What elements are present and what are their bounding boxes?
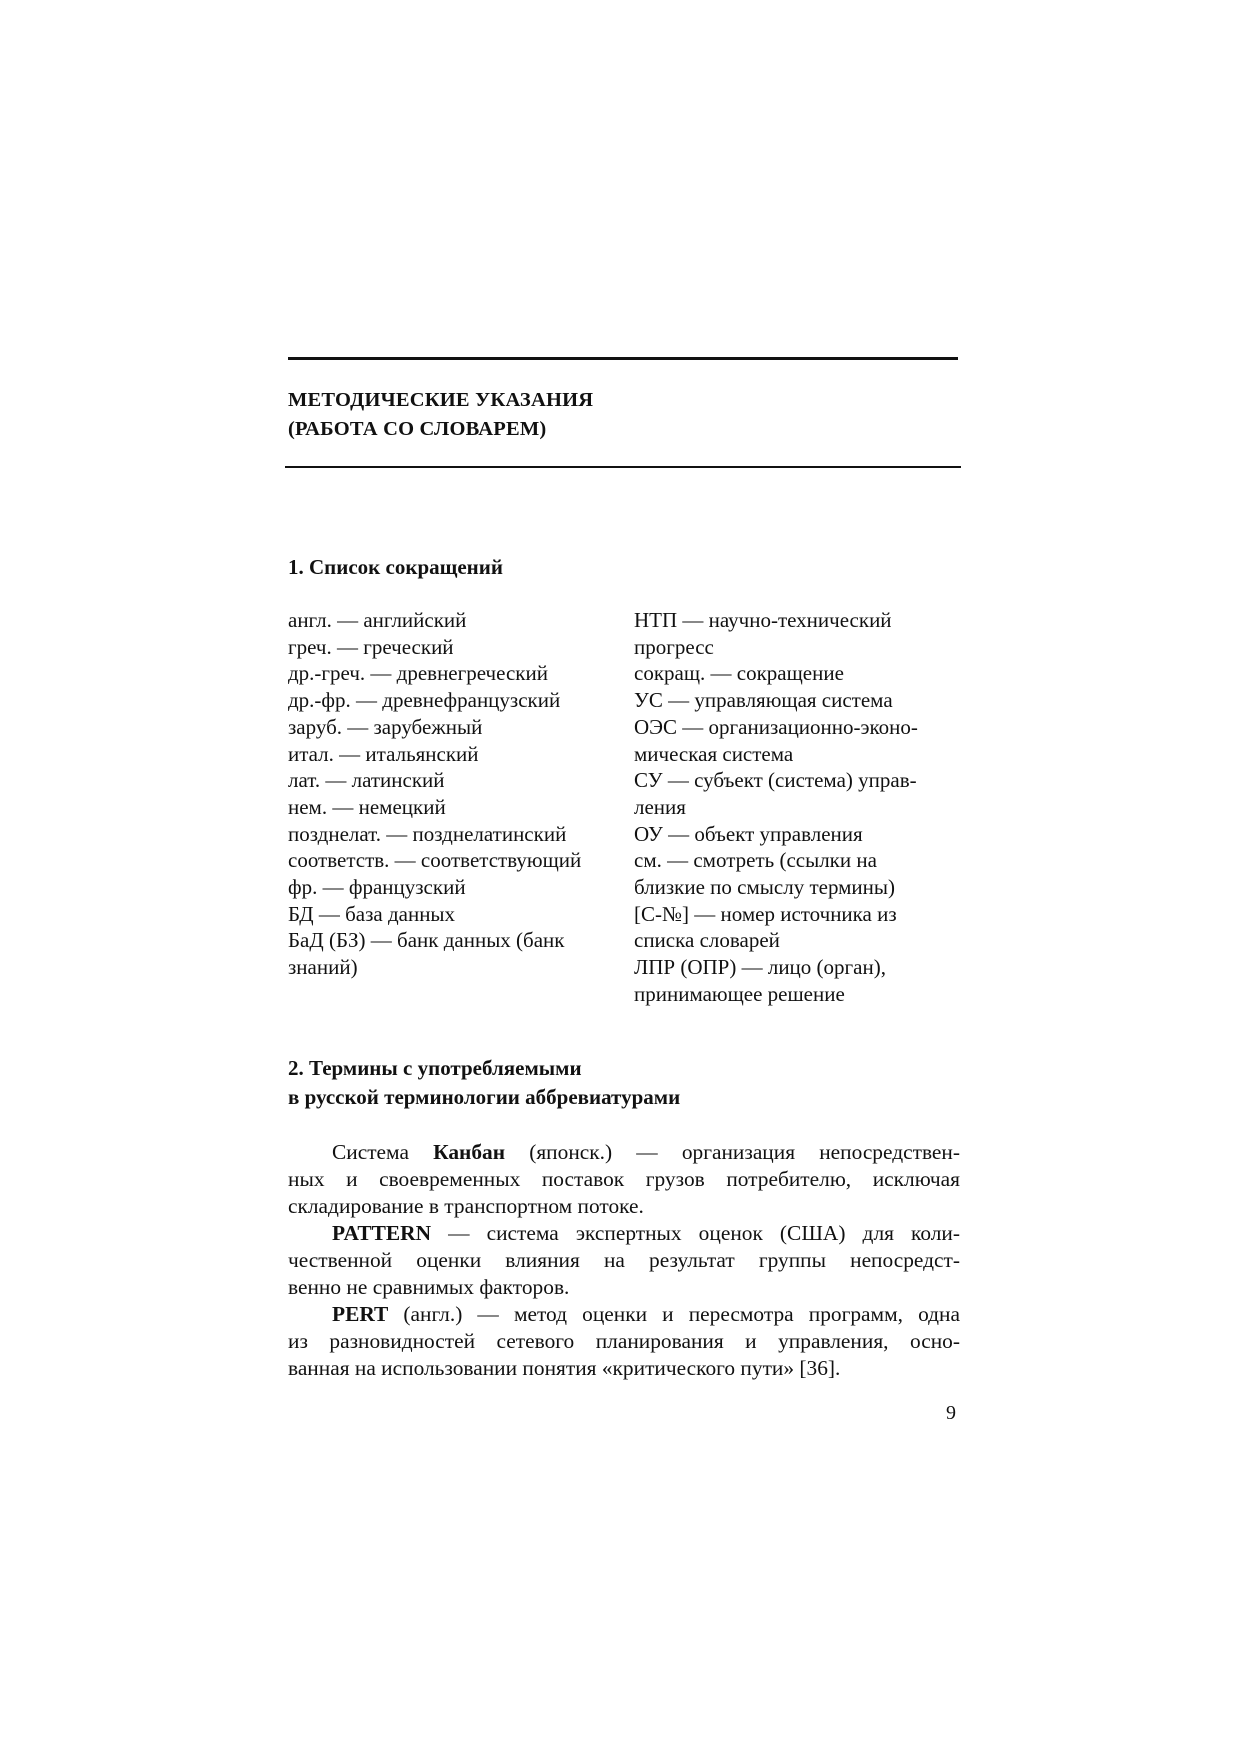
section-2-heading-line-2: в русской терминологии аббревиатурами — [288, 1085, 681, 1109]
abbreviation-line: ЛПР (ОПР) — лицо (орган), — [634, 955, 886, 980]
term-entry-kanban — [288, 1139, 960, 1220]
abbreviations-left-column — [288, 607, 618, 981]
abbreviation-line: позднелат. — позднелатинский — [288, 821, 567, 846]
abbreviation-line: ления — [634, 794, 686, 819]
abbreviations-right-column — [634, 607, 964, 1008]
term-entry-pattern — [288, 1220, 960, 1301]
abbreviation-line: УС — управляющая система — [634, 688, 893, 713]
abbreviation-line: НТП — научно-технический — [634, 608, 892, 632]
term-definition-start: (японск.) — организация непосредствен- — [505, 1140, 960, 1164]
abbreviation-line: прогресс — [634, 634, 714, 659]
term-name: PATTERN — [332, 1221, 432, 1245]
chapter-top-rule — [288, 357, 958, 360]
abbreviation-line: др.-греч. — древнегреческий — [288, 661, 548, 686]
page-number: 9 — [946, 1402, 956, 1424]
term-line: из разновидностей сетевого планирования и управления, осно- — [288, 1329, 960, 1353]
abbreviation-line: соответств. — соответствующий — [288, 848, 582, 873]
abbreviation-line: ОЭС — организационно-эконо- — [634, 714, 918, 739]
abbreviation-line: лат. — латинский — [288, 768, 445, 793]
abbreviation-line: мическая система — [634, 741, 794, 766]
term-line: чественной оценки влияния на результат группы непосредст- — [288, 1248, 960, 1272]
abbreviation-line: заруб. — зарубежный — [288, 714, 483, 739]
term-first-line — [288, 1301, 960, 1328]
term-line: ванная на использовании понятия «критического пути» [36]. — [288, 1356, 841, 1380]
abbreviation-line: греч. — греческий — [288, 634, 454, 659]
abbreviation-line: см. — смотреть (ссылки на — [634, 848, 877, 873]
term-entry-pert — [288, 1301, 960, 1382]
abbreviation-line: знаний) — [288, 955, 358, 980]
abbreviation-line: др.-фр. — древнефранцузский — [288, 688, 561, 713]
abbreviation-line: сокращ. — сокращение — [634, 661, 844, 686]
abbreviation-line: итал. — итальянский — [288, 741, 479, 766]
chapter-title-line-1: МЕТОДИЧЕСКИЕ УКАЗАНИЯ — [288, 389, 594, 411]
abbreviation-line: англ. — английский — [288, 608, 467, 632]
term-name: PERT — [332, 1302, 389, 1326]
term-line: ных и своевременных поставок грузов потребителю, исключая — [288, 1167, 960, 1191]
section-1-heading — [288, 553, 503, 582]
term-name: Канбан — [433, 1140, 506, 1164]
abbreviation-line: [С-№] — номер источника из — [634, 901, 897, 926]
abbreviation-line: близкие по смыслу термины) — [634, 875, 895, 900]
abbreviation-line: БД — база данных — [288, 901, 456, 926]
chapter-title-line-2: (РАБОТА СО СЛОВАРЕМ) — [288, 418, 547, 440]
section-2-heading-line-1: 2. Термины с употребляемыми — [288, 1056, 582, 1080]
chapter-bottom-rule — [285, 466, 961, 468]
term-prefix: Система — [332, 1140, 434, 1164]
abbreviation-line: БаД (БЗ) — банк данных (банк — [288, 928, 565, 953]
term-first-line — [288, 1220, 960, 1247]
terms-body — [288, 1139, 960, 1382]
abbreviation-line: фр. — французский — [288, 875, 466, 900]
term-line: венно не сравнимых факторов. — [288, 1275, 570, 1299]
abbreviation-line: списка словарей — [634, 928, 780, 953]
term-first-line — [288, 1139, 960, 1166]
section-1-heading-text: 1. Список сокращений — [288, 555, 503, 579]
term-definition-start: — система экспертных оценок (США) для коли- — [431, 1221, 960, 1245]
term-definition-start: (англ.) — метод оценки и пересмотра программ, одна — [388, 1302, 960, 1326]
abbreviation-line: нем. — немецкий — [288, 794, 446, 819]
section-2-heading — [288, 1054, 680, 1112]
abbreviation-line: СУ — субъект (система) управ- — [634, 768, 917, 793]
abbreviation-line: принимающее решение — [634, 981, 845, 1006]
term-line: складирование в транспортном потоке. — [288, 1194, 644, 1218]
chapter-title — [288, 386, 593, 444]
abbreviation-line: ОУ — объект управления — [634, 821, 863, 846]
